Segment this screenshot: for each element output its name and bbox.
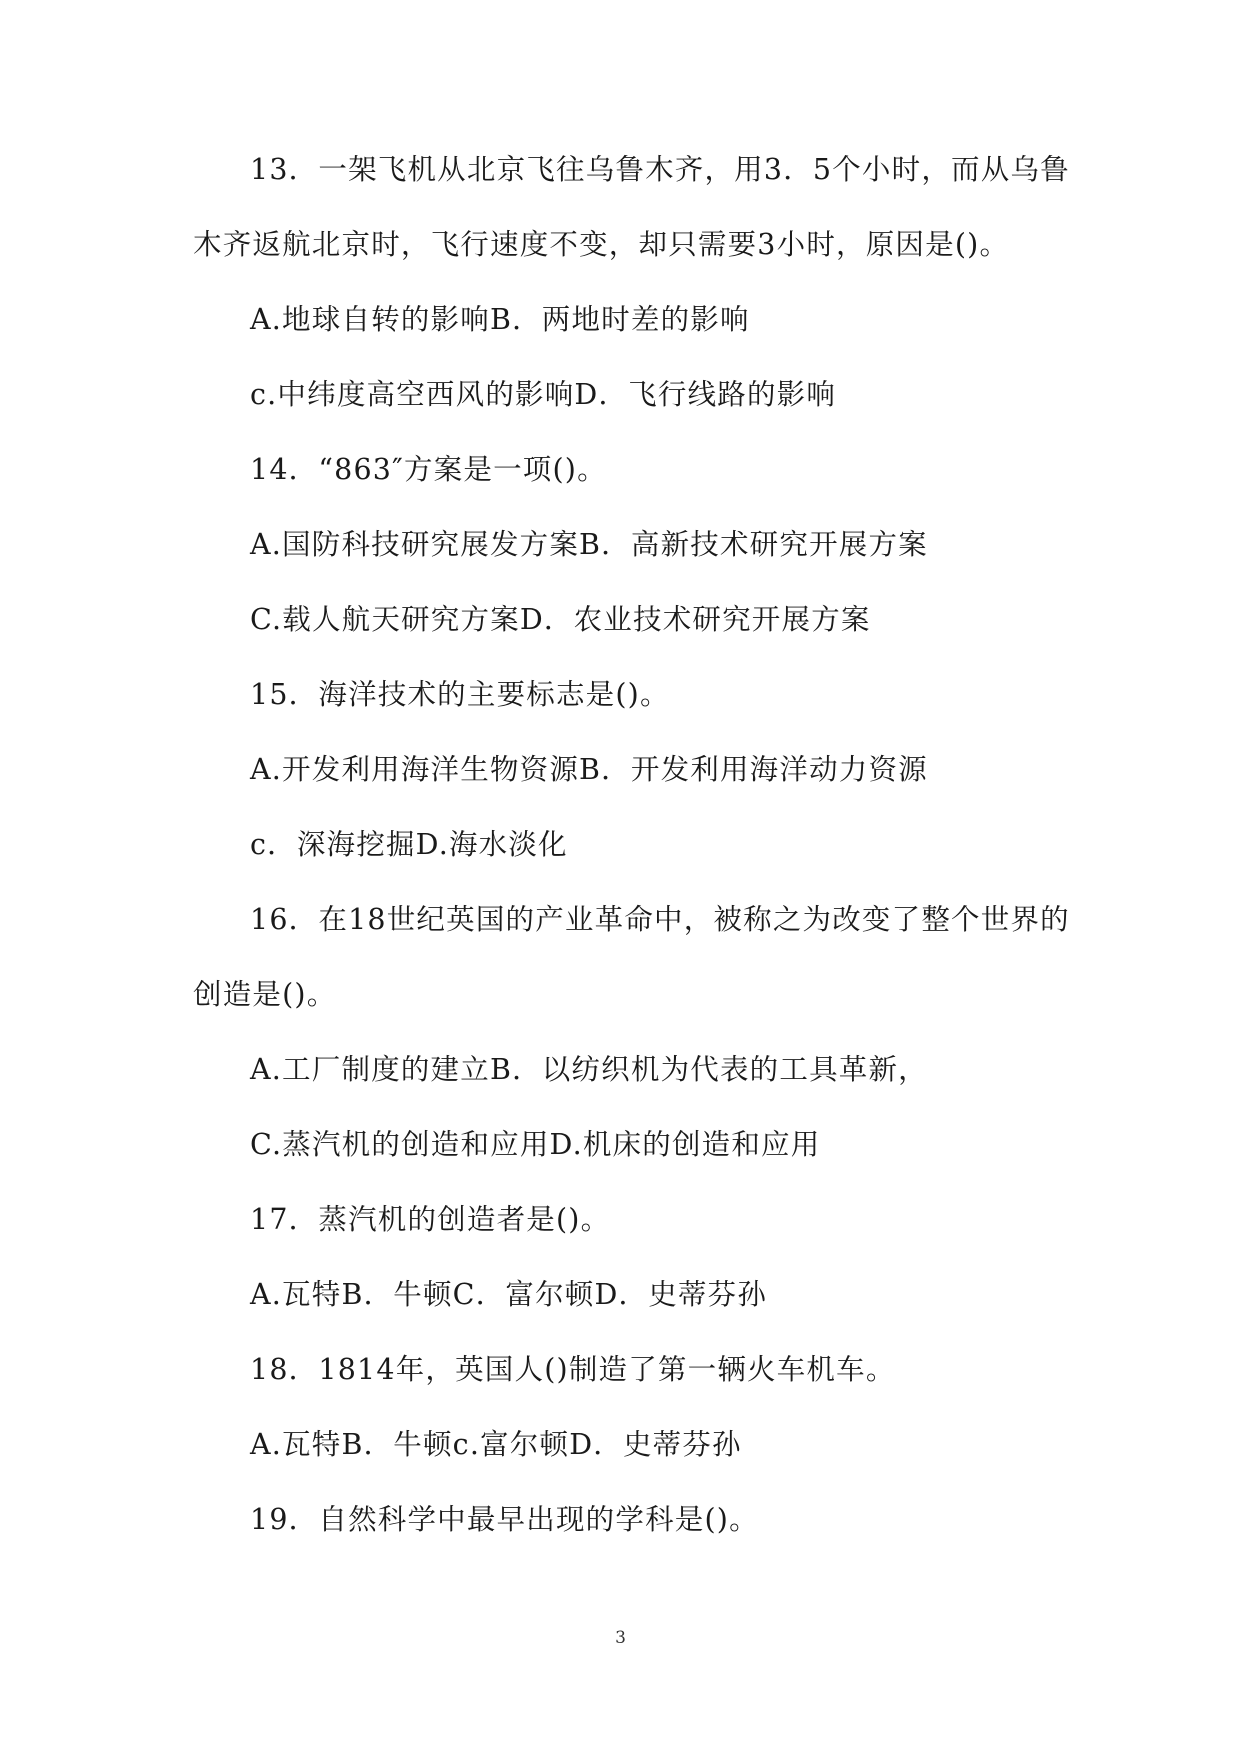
question-16-options-cd: C.蒸汽机的创造和应用D.机床的创造和应用	[250, 1128, 821, 1161]
question-14-options-ab: A.国防科技研究展发方案B．高新技术研究开展方案	[250, 528, 928, 561]
question-13-options-cd: c.中纬度高空西风的影响D．飞行线路的影响	[250, 378, 837, 411]
question-18-text: 18．1814年，英国人()制造了第一辆火车机车。	[250, 1353, 896, 1386]
question-13-text: 13．一架飞机从北京飞往乌鲁木齐，用3．5个小时，而从乌鲁	[250, 153, 1070, 186]
question-19-text: 19．自然科学中最早出现的学科是()。	[250, 1503, 759, 1536]
question-14-options-cd: C.载人航天研究方案D．农业技术研究开展方案	[250, 603, 871, 636]
question-17-text: 17．蒸汽机的创造者是()。	[250, 1203, 611, 1236]
question-16-continued: 创造是()。	[193, 978, 337, 1011]
page-number: 3	[615, 1628, 626, 1648]
question-15-text: 15．海洋技术的主要标志是()。	[250, 678, 670, 711]
question-13-options-ab: A.地球自转的影响B．两地时差的影响	[250, 303, 750, 336]
question-15-options-cd: c．深海挖掘D.海水淡化	[250, 828, 568, 861]
question-17-options: A.瓦特B．牛顿C．富尔顿D．史蒂芬孙	[250, 1278, 768, 1311]
question-15-options-ab: A.开发利用海洋生物资源B．开发利用海洋动力资源	[250, 753, 928, 786]
question-16-text: 16．在18世纪英国的产业革命中，被称之为改变了整个世界的	[250, 903, 1070, 936]
question-14-text: 14．“863″方案是一项()。	[250, 453, 607, 486]
question-13-continued: 木齐返航北京时，飞行速度不变，却只需要3小时，原因是()。	[193, 228, 1010, 261]
question-16-options-ab: A.工厂制度的建立B．以纺织机为代表的工具革新，	[250, 1053, 928, 1086]
question-18-options: A.瓦特B．牛顿c.富尔顿D．史蒂芬孙	[250, 1428, 742, 1461]
